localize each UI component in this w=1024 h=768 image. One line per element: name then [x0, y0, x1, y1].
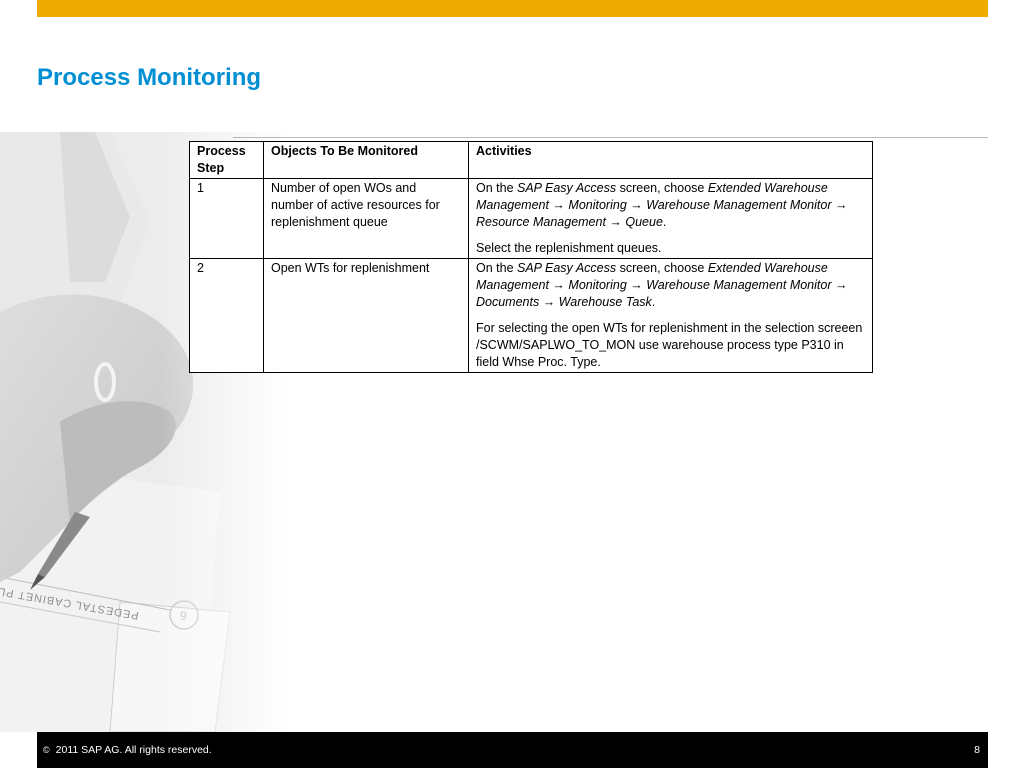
- instruction-text: .: [662, 215, 667, 229]
- activity-note: For selecting the open WTs for replenishment in the selection screeen /SCWM/SAPLWO_TO_MON use warehouse process type P310 in field Whse Proc. Type.: [476, 321, 863, 369]
- instruction-text: .: [651, 295, 656, 309]
- instruction-text: screen, choose: [616, 261, 708, 275]
- menu-path-text: Extended Warehouse Management → Monitoring → Warehouse Management Monitor → Documents → Warehouse Task: [476, 261, 848, 309]
- header-objects: Objects To Be Monitored: [264, 142, 469, 179]
- instruction-text: On the: [476, 261, 517, 275]
- header-activities: Activities: [469, 142, 873, 179]
- page-number: 8: [974, 744, 980, 756]
- activity-path: [476, 180, 865, 231]
- table-row: [190, 259, 873, 373]
- cell-objects: Open WTs for replenishment: [264, 259, 469, 373]
- copyright-text: 2011 SAP AG. All rights reserved.: [55, 744, 212, 756]
- page-title: Process Monitoring: [37, 64, 262, 91]
- cell-step: 1: [190, 179, 264, 259]
- instruction-text: screen, choose: [616, 181, 708, 195]
- activity-path: [476, 260, 865, 311]
- footer-bar: [37, 732, 988, 768]
- menu-path-text: Extended Warehouse Management → Monitoring → Warehouse Management Monitor → Resource Management → Queue: [476, 181, 848, 229]
- cell-activities: [469, 259, 873, 373]
- copyright-icon: ©: [43, 745, 50, 755]
- copyright-notice: [43, 744, 212, 756]
- table-row: [190, 179, 873, 259]
- menu-path-text: SAP Easy Access: [517, 261, 617, 275]
- instruction-text: On the: [476, 181, 517, 195]
- activity-note: Select the replenishment queues.: [476, 241, 662, 255]
- cell-activities: [469, 179, 873, 259]
- table-header-row: [190, 142, 873, 179]
- header-divider: [233, 137, 988, 138]
- cell-objects: Number of open WOs and number of active resources for replenishment queue: [264, 179, 469, 259]
- header-process-step: Process Step: [190, 142, 264, 179]
- process-monitoring-table: [189, 141, 873, 373]
- cell-step: 2: [190, 259, 264, 373]
- top-accent-bar: [37, 0, 988, 17]
- menu-path-text: SAP Easy Access: [517, 181, 617, 195]
